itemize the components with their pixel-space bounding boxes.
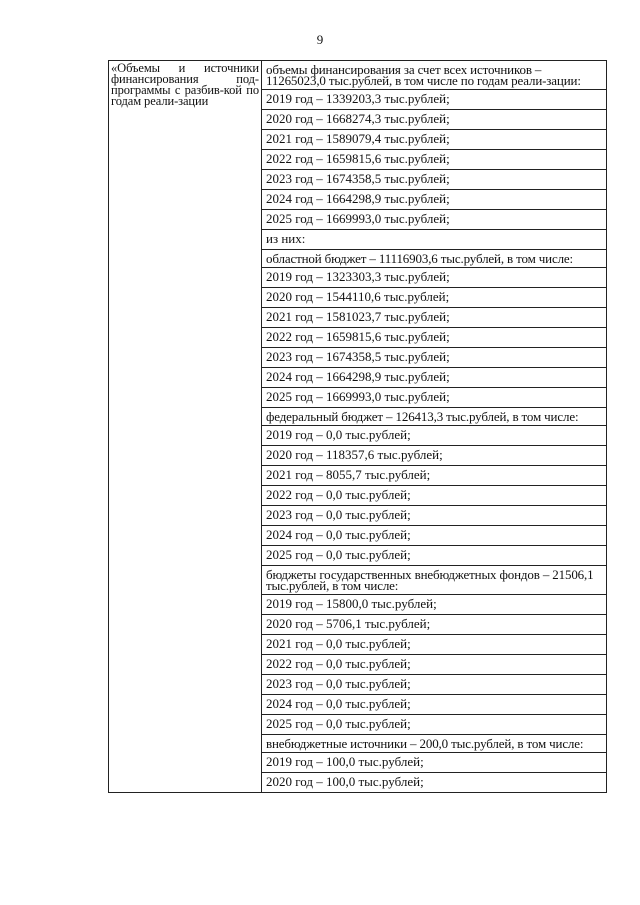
state-funds-year-line: 2022 год – 0,0 тыс.рублей; xyxy=(262,655,606,675)
table-row xyxy=(109,61,607,793)
state-funds-intro: бюджеты государственных внебюджетных фондов – 21506,1 тыс.рублей, в том числе: xyxy=(262,566,606,595)
extra-sources-intro: внебюджетные источники – 200,0 тыс.рублей, в том числе: xyxy=(262,735,606,753)
federal-year-line: 2022 год – 0,0 тыс.рублей; xyxy=(262,486,606,506)
total-year-line: 2023 год – 1674358,5 тыс.рублей; xyxy=(262,170,606,190)
regional-year-line: 2019 год – 1323303,3 тыс.рублей; xyxy=(262,268,606,288)
total-year-line: 2022 год – 1659815,6 тыс.рублей; xyxy=(262,150,606,170)
state-funds-year-line: 2023 год – 0,0 тыс.рублей; xyxy=(262,675,606,695)
extra-sources-year-line: 2019 год – 100,0 тыс.рублей; xyxy=(262,753,606,773)
regional-year-line: 2020 год – 1544110,6 тыс.рублей; xyxy=(262,288,606,308)
extra-sources-year-line: 2020 год – 100,0 тыс.рублей; xyxy=(266,774,424,789)
federal-year-line: 2021 год – 8055,7 тыс.рублей; xyxy=(262,466,606,486)
total-year-line: 2024 год – 1664298,9 тыс.рублей; xyxy=(262,190,606,210)
federal-year-line: 2024 год – 0,0 тыс.рублей; xyxy=(262,526,606,546)
page-number: 9 xyxy=(316,32,324,47)
total-year-line: 2021 год – 1589079,4 тыс.рублей; xyxy=(262,130,606,150)
state-funds-year-line: 2025 год – 0,0 тыс.рублей; xyxy=(262,715,606,735)
federal-year-line: 2025 год – 0,0 тыс.рублей; xyxy=(262,546,606,566)
regional-year-line: 2025 год – 1669993,0 тыс.рублей; xyxy=(262,388,606,408)
total-year-line: 2020 год – 1668274,3 тыс.рублей; xyxy=(262,110,606,130)
state-funds-year-line: 2020 год – 5706,1 тыс.рублей; xyxy=(262,615,606,635)
federal-year-line: 2020 год – 118357,6 тыс.рублей; xyxy=(262,446,606,466)
state-funds-year-line: 2019 год – 15800,0 тыс.рублей; xyxy=(262,595,606,615)
regional-budget-intro: областной бюджет – 11116903,6 тыс.рублей, в том числе: xyxy=(262,250,606,268)
federal-year-line: 2023 год – 0,0 тыс.рублей; xyxy=(262,506,606,526)
state-funds-year-line: 2021 год – 0,0 тыс.рублей; xyxy=(262,635,606,655)
regional-year-line: 2024 год – 1664298,9 тыс.рублей; xyxy=(262,368,606,388)
total-year-line: 2025 год – 1669993,0 тыс.рублей; xyxy=(262,210,606,230)
total-year-line: 2019 год – 1339203,3 тыс.рублей; xyxy=(262,90,606,110)
federal-budget-intro: федеральный бюджет – 126413,3 тыс.рублей, в том числе: xyxy=(262,408,606,426)
financing-label: «Объемы и источники финансирования под-программы с разбив-кой по годам реали-зации xyxy=(111,61,259,108)
label-cell xyxy=(109,61,262,793)
regional-year-line: 2022 год – 1659815,6 тыс.рублей; xyxy=(262,328,606,348)
values-cell xyxy=(262,61,607,793)
federal-year-line: 2019 год – 0,0 тыс.рублей; xyxy=(262,426,606,446)
regional-year-line: 2021 год – 1581023,7 тыс.рублей; xyxy=(262,308,606,328)
total-intro: объемы финансирования за счет всех источников – 11265023,0 тыс.рублей, в том числе по годам реали-зации: xyxy=(262,61,606,90)
regional-year-line: 2023 год – 1674358,5 тыс.рублей; xyxy=(262,348,606,368)
state-funds-year-line: 2024 год – 0,0 тыс.рублей; xyxy=(262,695,606,715)
of-them-label: из них: xyxy=(262,230,606,250)
financing-table xyxy=(108,60,607,793)
